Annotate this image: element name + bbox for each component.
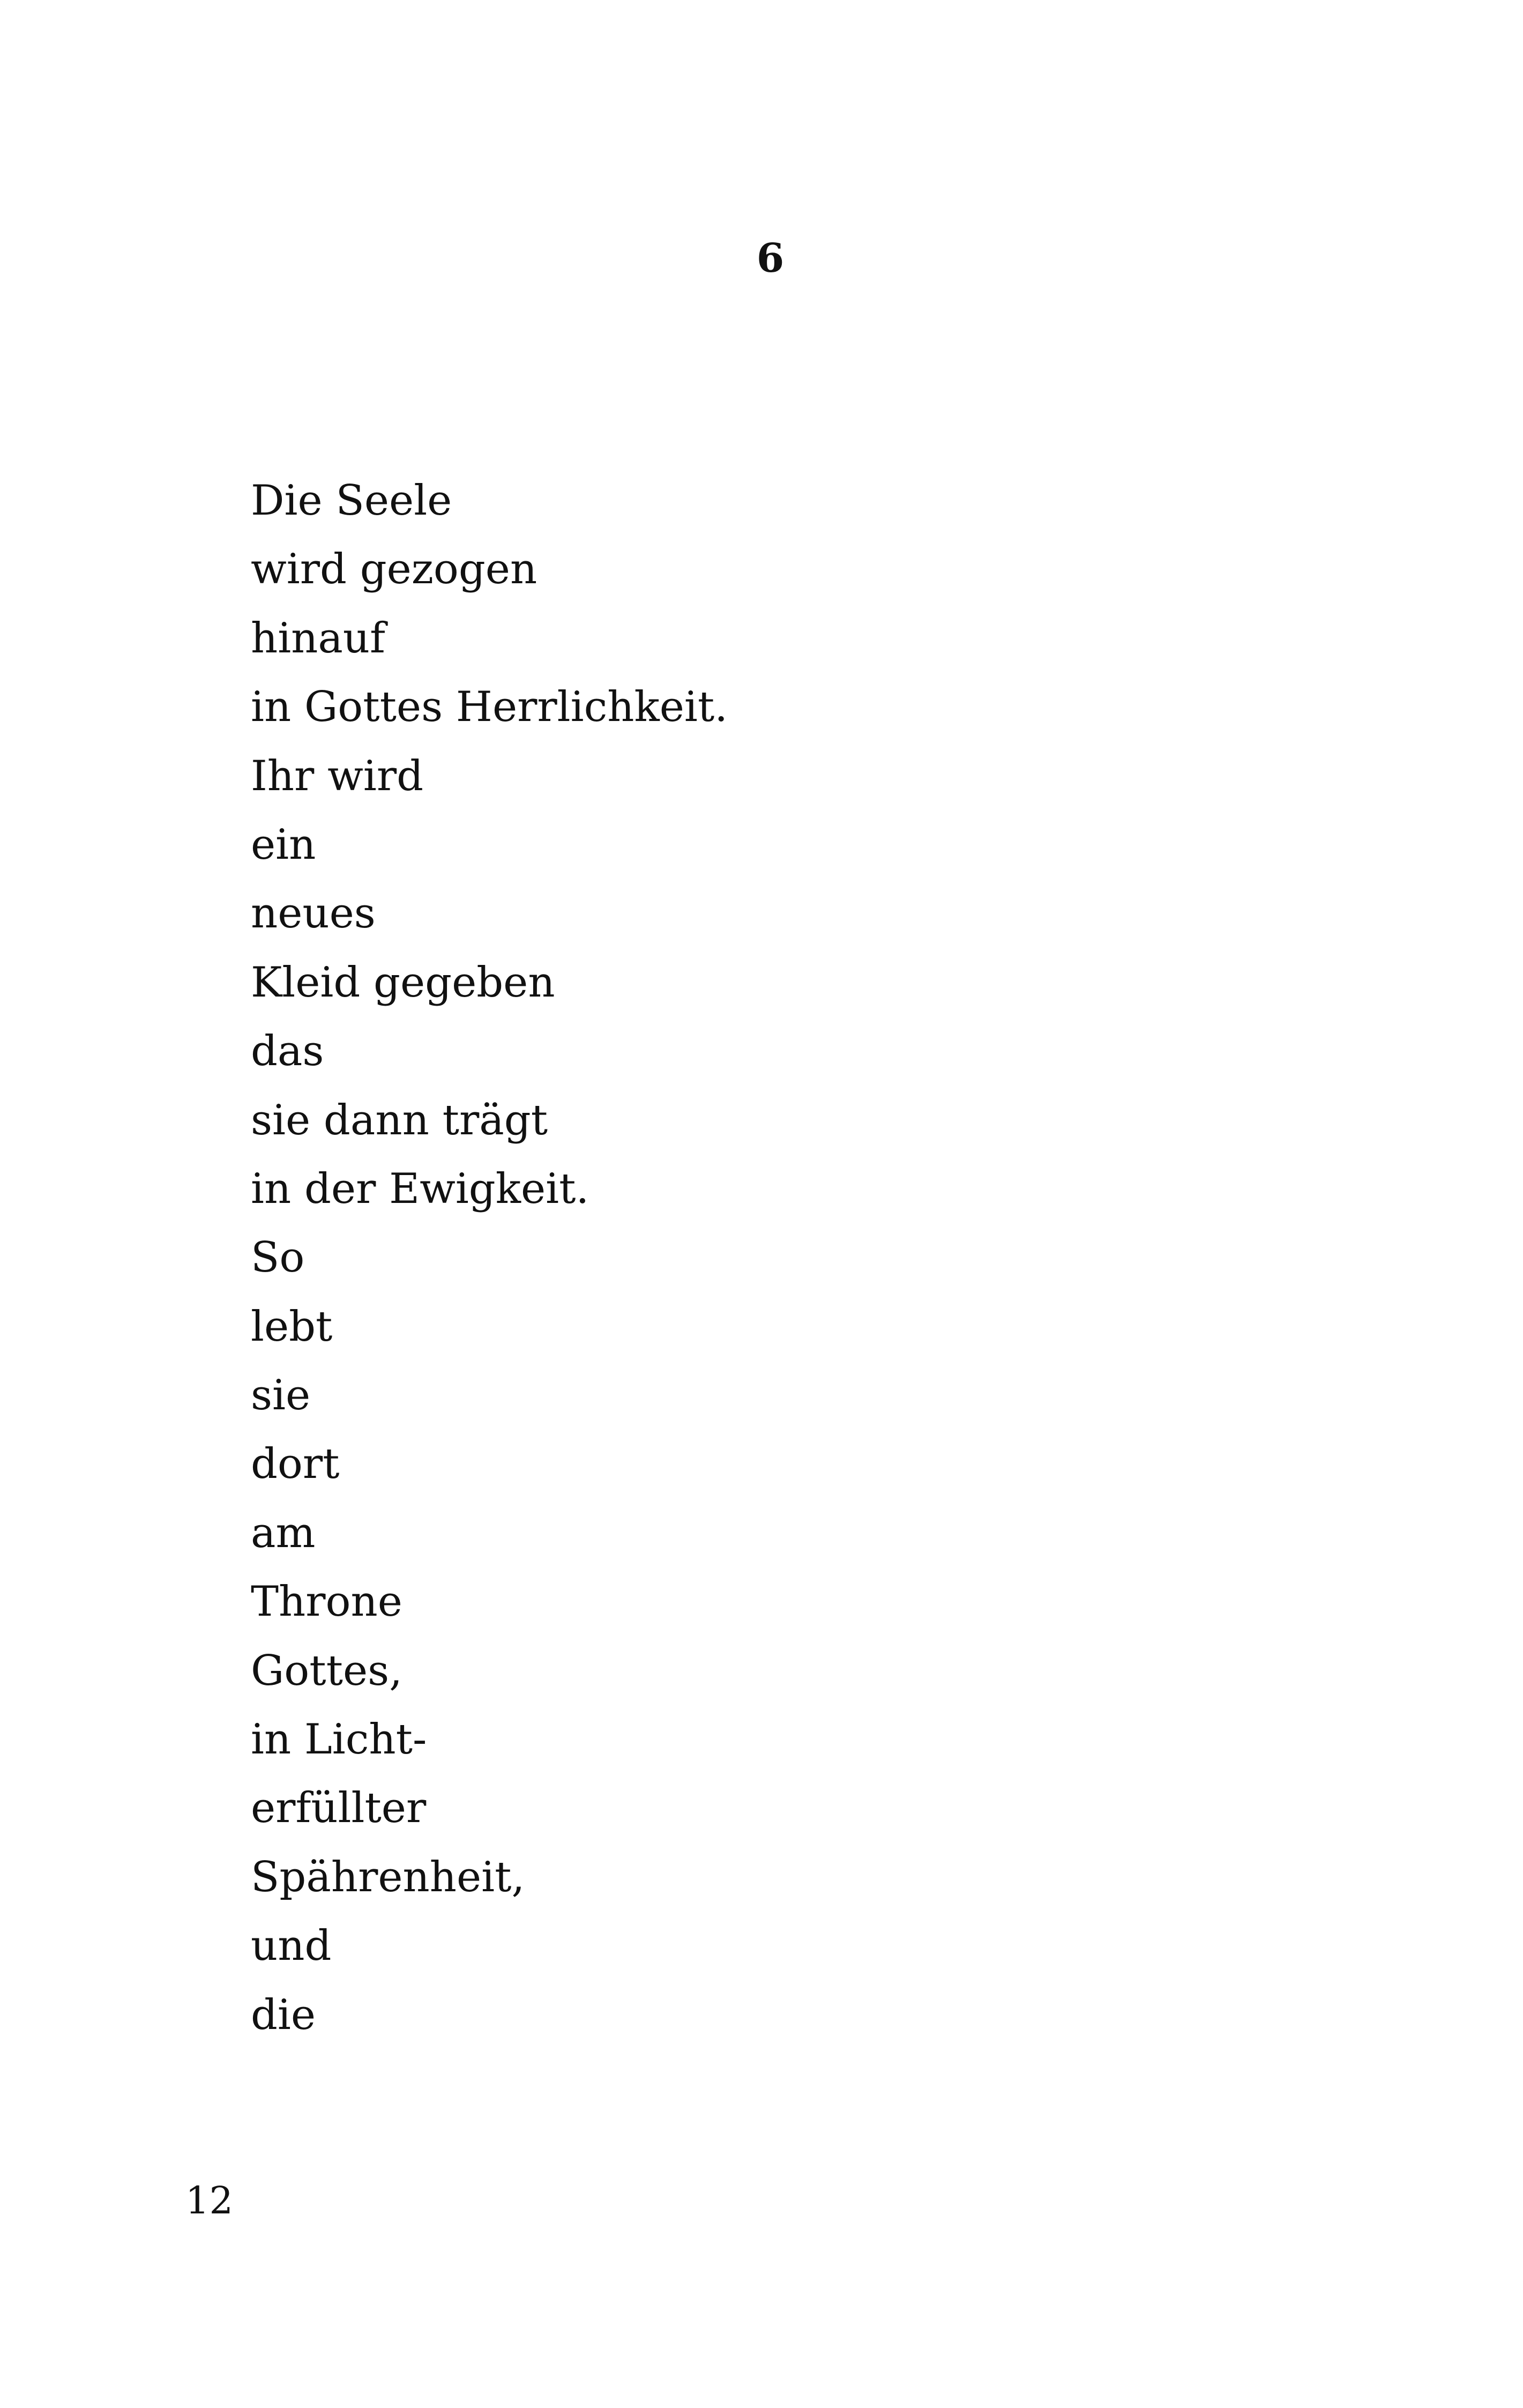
page-number: 12 xyxy=(185,2179,234,2223)
poem-line: neues xyxy=(251,889,376,938)
poem-line: die xyxy=(251,1990,316,2039)
poem-line: Spährenheit, xyxy=(251,1853,525,1901)
poem-line: hinauf xyxy=(251,614,386,663)
poem-line: und xyxy=(251,1922,332,1971)
poem-line: Kleid gegeben xyxy=(251,958,555,1007)
poem-line: am xyxy=(251,1508,316,1557)
poem-line: sie xyxy=(251,1371,311,1420)
section-number: 6 xyxy=(756,235,785,281)
poem-line: Ihr wird xyxy=(251,752,424,800)
poem-line: das xyxy=(251,1027,324,1076)
poem-line: sie dann trägt xyxy=(251,1096,548,1144)
poem-line: So xyxy=(251,1233,305,1282)
poem-line: dort xyxy=(251,1440,340,1489)
poem-line: ein xyxy=(251,820,316,869)
poem-line: in der Ewigkeit. xyxy=(251,1164,589,1213)
poem-line: in Gottes Herrlichkeit. xyxy=(251,683,728,732)
poem-line: lebt xyxy=(251,1302,333,1351)
poem-line: Gottes, xyxy=(251,1646,402,1695)
poem-line: Die Seele xyxy=(251,477,452,525)
poem-text xyxy=(251,466,728,2049)
poem-line: wird gezogen xyxy=(251,545,537,594)
poem-line: in Licht- xyxy=(251,1715,427,1764)
poem-line: erfüllter xyxy=(251,1784,427,1833)
poem-line: Throne xyxy=(251,1578,402,1626)
